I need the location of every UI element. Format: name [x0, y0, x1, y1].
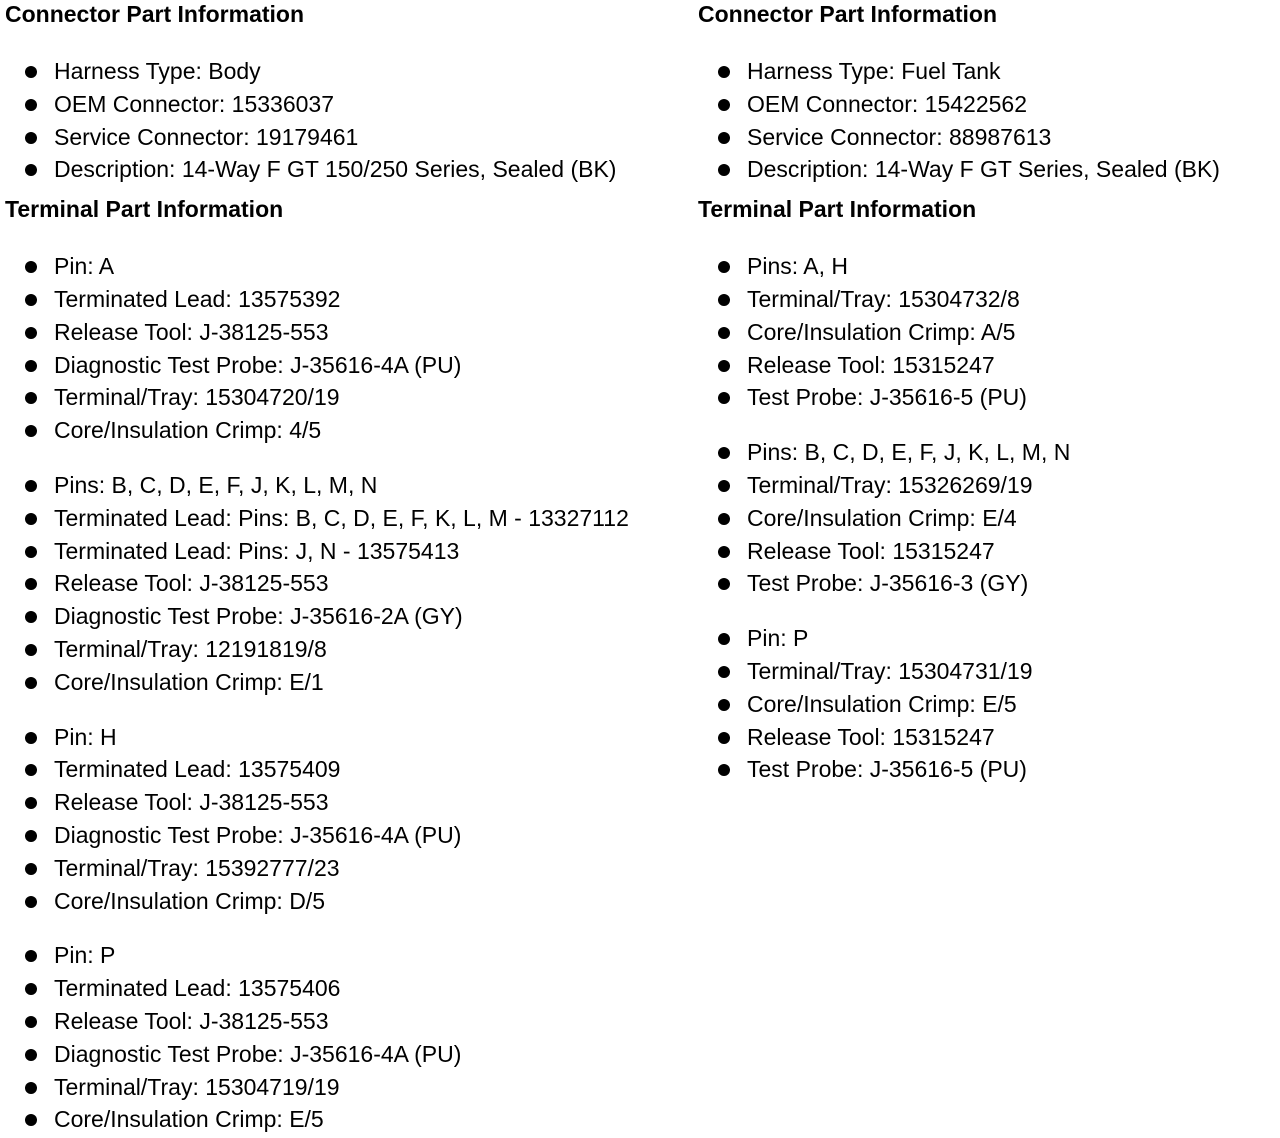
- bullet-icon: [25, 732, 37, 744]
- item-text: Test Probe: J-35616-5 (PU): [747, 756, 1027, 783]
- list-item: [5, 885, 695, 918]
- item-text: Release Tool: J-38125-553: [54, 1007, 329, 1034]
- bullet-icon: [718, 732, 730, 744]
- list-item: [5, 349, 695, 382]
- item-text: Pin: A: [54, 253, 115, 280]
- bullet-icon: [25, 950, 37, 962]
- bullet-icon: [718, 666, 730, 678]
- list-item: [698, 88, 1278, 121]
- list-item: [5, 121, 695, 154]
- list-item: [698, 349, 1278, 382]
- list-item: [5, 414, 695, 447]
- bullet-icon: [25, 1114, 37, 1126]
- item-text: Diagnostic Test Probe: J-35616-4A (PU): [54, 821, 462, 848]
- item-text: Core/Insulation Crimp: E/1: [54, 668, 324, 695]
- bullet-icon: [718, 764, 730, 776]
- bullet-icon: [25, 392, 37, 404]
- item-text: Release Tool: 15315247: [747, 723, 995, 750]
- item-text: Description: 14-Way F GT Series, Sealed (BK): [747, 156, 1220, 183]
- item-text: Core/Insulation Crimp: D/5: [54, 887, 325, 914]
- list-item: [5, 786, 695, 819]
- bullet-icon: [25, 644, 37, 656]
- list-item: [698, 121, 1278, 154]
- list-item: [698, 283, 1278, 316]
- list-item: [698, 622, 1278, 655]
- item-text: Terminal/Tray: 15326269/19: [747, 471, 1033, 498]
- list-item: [698, 381, 1278, 414]
- list-item: [5, 250, 695, 283]
- bullet-icon: [25, 425, 37, 437]
- terminal-group-left-pin-h: [5, 721, 695, 918]
- bullet-icon: [25, 896, 37, 908]
- connector-list-left: [5, 55, 695, 186]
- list-item: [5, 939, 695, 972]
- bullet-icon: [25, 1082, 37, 1094]
- item-text: OEM Connector: 15422562: [747, 90, 1028, 117]
- list-item: [5, 283, 695, 316]
- item-text: Test Probe: J-35616-3 (GY): [747, 570, 1029, 597]
- list-item: [5, 1005, 695, 1038]
- item-text: Description: 14-Way F GT 150/250 Series, Sealed (BK): [54, 156, 617, 183]
- item-text: Diagnostic Test Probe: J-35616-2A (GY): [54, 603, 463, 630]
- item-text: Terminal/Tray: 15304719/19: [54, 1073, 340, 1100]
- bullet-icon: [718, 360, 730, 372]
- bullet-icon: [718, 327, 730, 339]
- list-item: [698, 469, 1278, 502]
- item-text: Release Tool: 15315247: [747, 537, 995, 564]
- bullet-icon: [718, 66, 730, 78]
- bullet-icon: [25, 797, 37, 809]
- bullet-icon: [25, 360, 37, 372]
- list-item: [698, 502, 1278, 535]
- bullet-icon: [25, 261, 37, 273]
- right-column: [698, 0, 1278, 786]
- list-item: [5, 55, 695, 88]
- list-item: [698, 55, 1278, 88]
- item-text: Core/Insulation Crimp: E/5: [747, 690, 1017, 717]
- list-item: [698, 436, 1278, 469]
- item-text: Core/Insulation Crimp: A/5: [747, 318, 1016, 345]
- item-text: Terminal/Tray: 15304732/8: [747, 285, 1020, 312]
- item-text: Harness Type: Body: [54, 58, 261, 84]
- bullet-icon: [25, 830, 37, 842]
- item-text: Core/Insulation Crimp: E/4: [747, 504, 1017, 531]
- bullet-icon: [718, 578, 730, 590]
- list-item: [698, 688, 1278, 721]
- bullet-icon: [25, 164, 37, 176]
- list-item: [5, 153, 695, 186]
- bullet-icon: [25, 611, 37, 623]
- connector-heading-right: Connector Part Information: [698, 1, 998, 27]
- list-item: [5, 469, 695, 502]
- bullet-icon: [25, 764, 37, 776]
- terminal-group-left-pin-p: [5, 939, 695, 1136]
- bullet-icon: [25, 1016, 37, 1028]
- terminal-group-left-pin-a: [5, 250, 695, 447]
- terminal-heading-right: Terminal Part Information: [698, 196, 977, 223]
- item-text: Release Tool: J-38125-553: [54, 789, 329, 816]
- bullet-icon: [25, 983, 37, 995]
- list-item: [698, 250, 1278, 283]
- bullet-icon: [718, 633, 730, 645]
- list-item: [698, 655, 1278, 688]
- item-text: Terminated Lead: Pins: J, N - 13575413: [54, 537, 460, 564]
- bullet-icon: [25, 294, 37, 306]
- bullet-icon: [25, 99, 37, 111]
- item-text: Pin: P: [747, 625, 809, 652]
- bullet-icon: [718, 447, 730, 459]
- list-item: [698, 721, 1278, 754]
- list-item: [698, 316, 1278, 349]
- item-text: Service Connector: 19179461: [54, 123, 359, 150]
- list-item: [5, 88, 695, 121]
- terminal-heading-left: Terminal Part Information: [5, 196, 284, 223]
- item-text: Terminal/Tray: 15304720/19: [54, 384, 340, 411]
- list-item: [5, 666, 695, 699]
- list-item: [5, 316, 695, 349]
- list-item: [5, 381, 695, 414]
- bullet-icon: [718, 699, 730, 711]
- bullet-icon: [25, 327, 37, 339]
- bullet-icon: [25, 677, 37, 689]
- item-text: Terminated Lead: Pins: B, C, D, E, F, K, L, M - 13327112: [54, 504, 629, 531]
- bullet-icon: [25, 132, 37, 144]
- bullet-icon: [718, 392, 730, 404]
- left-column: [5, 0, 695, 1136]
- list-item: [5, 1071, 695, 1104]
- item-text: Harness Type: Fuel Tank: [747, 58, 1001, 84]
- item-text: Terminated Lead: 13575392: [54, 285, 341, 312]
- bullet-icon: [25, 1049, 37, 1061]
- bullet-icon: [718, 164, 730, 176]
- item-text: Release Tool: 15315247: [747, 351, 995, 378]
- bullet-icon: [25, 546, 37, 558]
- item-text: Terminal/Tray: 12191819/8: [54, 635, 327, 662]
- list-item: [698, 535, 1278, 568]
- item-text: Terminated Lead: 13575406: [54, 975, 341, 1002]
- list-item: [698, 753, 1278, 786]
- item-text: Pins: A, H: [747, 253, 848, 280]
- list-item: [5, 721, 695, 754]
- bullet-icon: [718, 132, 730, 144]
- list-item: [5, 502, 695, 535]
- bullet-icon: [25, 578, 37, 590]
- list-item: [5, 567, 695, 600]
- bullet-icon: [25, 480, 37, 492]
- bullet-icon: [718, 546, 730, 558]
- list-item: [5, 1038, 695, 1071]
- bullet-icon: [25, 513, 37, 525]
- connector-list-right: [698, 55, 1278, 186]
- bullet-icon: [718, 294, 730, 306]
- bullet-icon: [718, 99, 730, 111]
- item-text: Release Tool: J-38125-553: [54, 318, 329, 345]
- connector-heading-left: Connector Part Information: [5, 1, 305, 27]
- item-text: Terminal/Tray: 15392777/23: [54, 854, 340, 881]
- item-text: Test Probe: J-35616-5 (PU): [747, 384, 1027, 411]
- terminal-group-right-pins-a-h: [698, 250, 1278, 414]
- list-item: [698, 567, 1278, 600]
- bullet-icon: [718, 261, 730, 273]
- list-item: [5, 852, 695, 885]
- item-text: Service Connector: 88987613: [747, 123, 1052, 150]
- item-text: Core/Insulation Crimp: E/5: [54, 1106, 324, 1133]
- terminal-group-right-pin-p: [698, 622, 1278, 786]
- list-item: [5, 633, 695, 666]
- list-item: [5, 753, 695, 786]
- bullet-icon: [25, 863, 37, 875]
- item-text: Diagnostic Test Probe: J-35616-4A (PU): [54, 351, 462, 378]
- bullet-icon: [718, 480, 730, 492]
- terminal-group-right-pins-b-n: [698, 436, 1278, 600]
- item-text: OEM Connector: 15336037: [54, 90, 335, 117]
- list-item: [5, 535, 695, 568]
- bullet-icon: [25, 66, 37, 78]
- bullet-icon: [718, 513, 730, 525]
- item-text: Terminal/Tray: 15304731/19: [747, 657, 1033, 684]
- terminal-group-left-pins-b-n: [5, 469, 695, 699]
- list-item: [5, 600, 695, 633]
- item-text: Diagnostic Test Probe: J-35616-4A (PU): [54, 1040, 462, 1067]
- list-item: [698, 153, 1278, 186]
- list-item: [5, 1103, 695, 1136]
- item-text: Pin: P: [54, 942, 116, 969]
- item-text: Terminated Lead: 13575409: [54, 756, 341, 783]
- item-text: Pins: B, C, D, E, F, J, K, L, M, N: [54, 471, 378, 498]
- list-item: [5, 972, 695, 1005]
- list-item: [5, 819, 695, 852]
- item-text: Core/Insulation Crimp: 4/5: [54, 417, 322, 444]
- item-text: Pins: B, C, D, E, F, J, K, L, M, N: [747, 439, 1071, 466]
- item-text: Release Tool: J-38125-553: [54, 570, 329, 597]
- item-text: Pin: H: [54, 723, 117, 750]
